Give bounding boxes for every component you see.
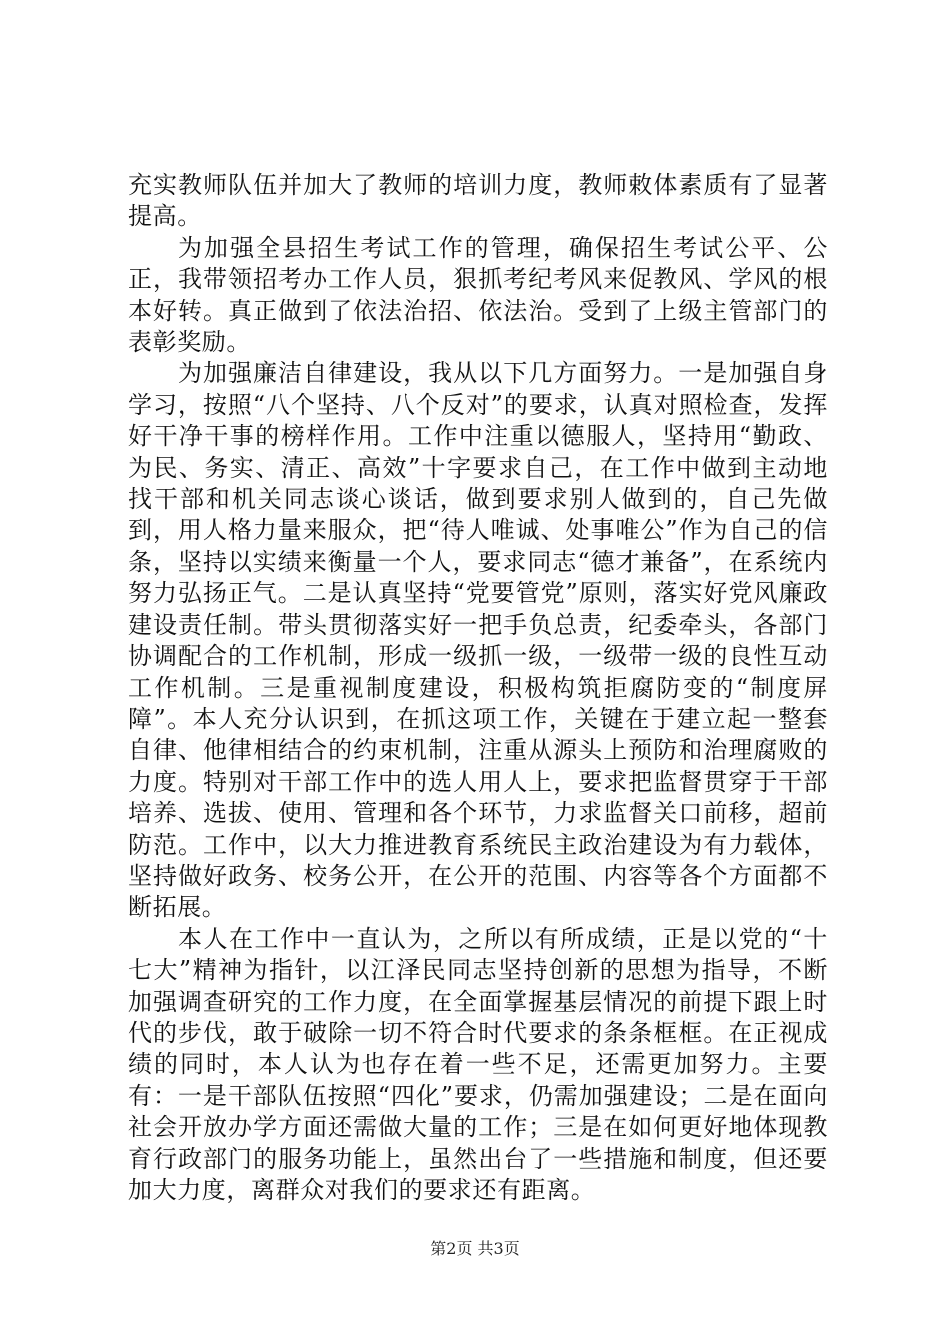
- paragraph-continuation: 充实教师队伍并加大了教师的培训力度，教师敕体素质有了显著提高。: [128, 171, 828, 231]
- document-body: [128, 170, 828, 1206]
- paragraph-exam-management: 为加强全县招生考试工作的管理，确保招生考试公平、公正，我带领招考办工作人员，狠抓考纪考风来促教风、学风的根本好转。真正做到了依法治招、依法治。受到了上级主管部门的表彰奖励。: [128, 233, 828, 357]
- paragraph-self-assessment: 本人在工作中一直认为，之所以有所成绩，正是以党的“十七大”精神为指针，以江泽民同志坚持创新的思想为指导，不断加强调查研究的工作力度，在全面掌握基层情况的前提下跟上时代的步伐，敢于破除一切不符合时代要求的条条框框。在正视成绩的同时，本人认为也存在着一些不足，还需更加努力。主要有：一是干部队伍按照“四化”要求，仍需加强建设；二是在面向社会开放办学方面还需做大量的工作；三是在如何更好地体现教育行政部门的服务功能上，虽然出台了一些措施和制度，但还要加大力度，离群众对我们的要求还有距离。: [128, 924, 828, 1204]
- paragraph-integrity-building: 为加强廉洁自律建设，我从以下几方面努力。一是加强自身学习，按照“八个坚持、八个反对”的要求，认真对照检查，发挥好干净干事的榜样作用。工作中注重以德服人，坚持用“勤政、为民、务实、清正、高效”十字要求自己，在工作中做到主动地找干部和机关同志谈心谈话，做到要求别人做到的，自己先做到，用人格力量来服众，把“待人唯诚、处事唯公”作为自己的信条，坚持以实绩来衡量一个人，要求同志“德才兼备”，在系统内努力弘扬正气。二是认真坚持“党要管党”原则，落实好党风廉政建设责任制。带头贯彻落实好一把手负总责，纪委牵头，各部门协调配合的工作机制，形成一级抓一级，一级带一级的良性互动工作机制。三是重视制度建设，积极构筑拒腐防变的“制度屏障”。本人充分认识到，在抓这项工作，关键在于建立起一整套自律、他律相结合的约束机制，注重从源头上预防和治理腐败的力度。特别对干部工作中的选人用人上，要求把监督贯穿于干部培养、选拔、使用、管理和各个环节，力求监督关口前移，超前防范。工作中，以大力推进教育系统民主政治建设为有力载体，坚持做好政务、校务公开，在公开的范围、内容等各个方面都不断拓展。: [128, 359, 828, 922]
- page-number-footer: 第2页 共3页: [430, 1239, 520, 1258]
